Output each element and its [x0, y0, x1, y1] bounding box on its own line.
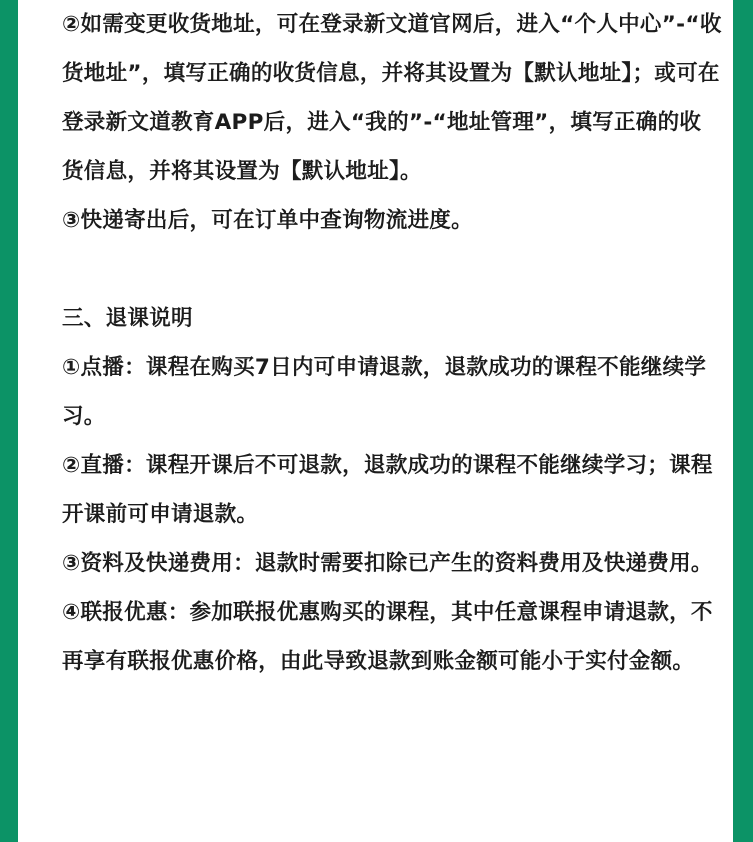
- section-heading-refund: 三、退课说明: [62, 306, 193, 331]
- refund-item-4: ④联报优惠：参加联报优惠购买的课程，其中任意课程申请退款，不再享有联报优惠价格，由此导致退款到账金额可能小于实付金额。: [62, 600, 713, 674]
- content-text: [62, 0, 722, 686]
- delivery-item-3: ③快递寄出后，可在订单中查询物流进度。: [62, 208, 473, 233]
- refund-item-1: ①点播：课程在购买7日内可申请退款，退款成功的课程不能继续学习。: [62, 355, 707, 429]
- content-panel: [18, 0, 733, 842]
- spacer: [62, 245, 722, 294]
- refund-item-2: ②直播：课程开课后不可退款，退款成功的课程不能继续学习；课程开课前可申请退款。: [62, 453, 713, 527]
- delivery-item-2: ②如需变更收货地址，可在登录新文道官网后，进入“个人中心”-“收货地址”，填写正确的收货信息，并将其设置为【默认地址】；或可在登录新文道教育APP后，进入“我的”-“地址管理”，填写正确的收货信息，并将其设置为【默认地址】。: [62, 12, 722, 184]
- refund-item-3: ③资料及快递费用：退款时需要扣除已产生的资料费用及快递费用。: [62, 551, 713, 576]
